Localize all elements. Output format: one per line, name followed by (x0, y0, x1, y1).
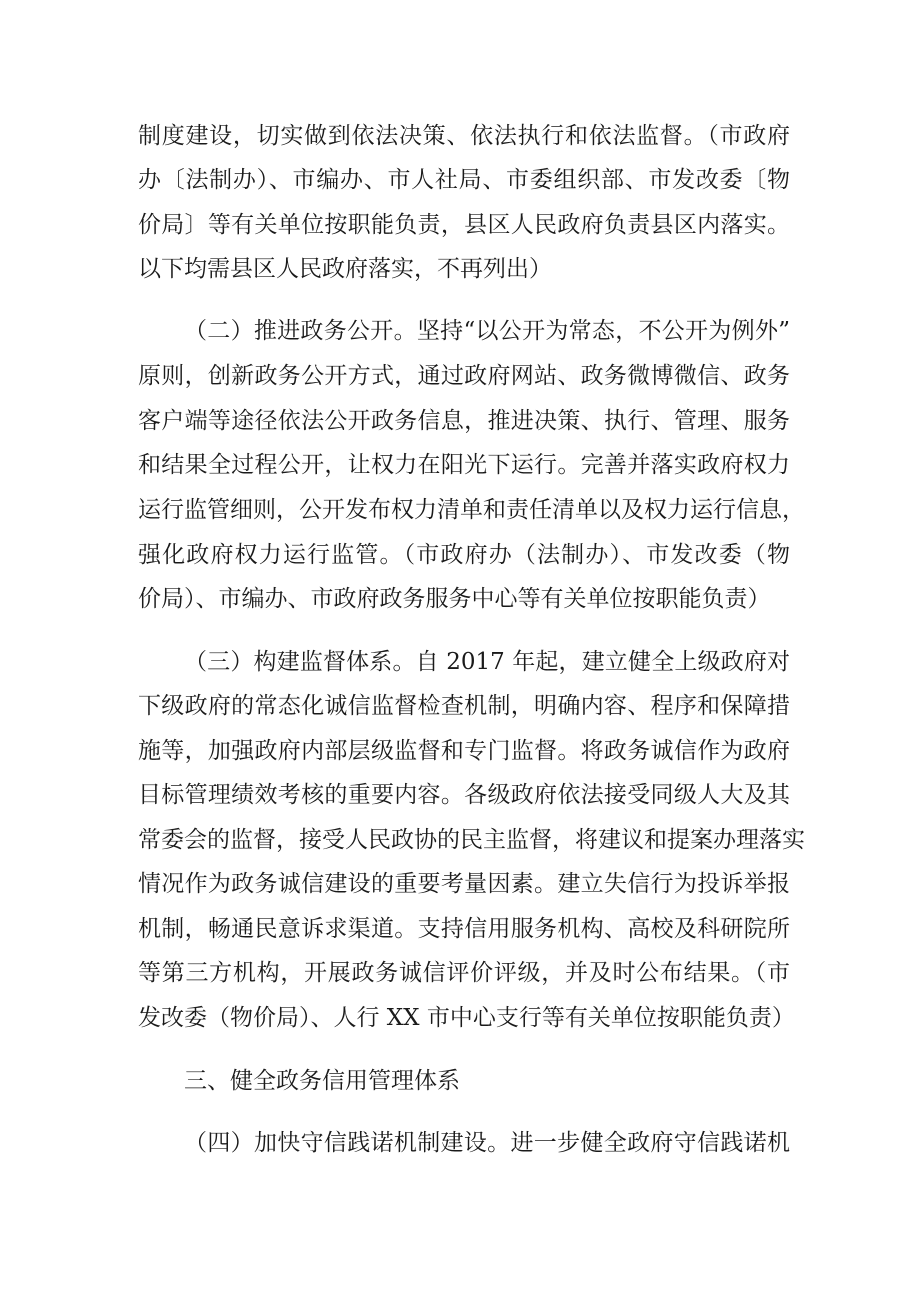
paragraph-line: （三）构建监督体系。自 2017 年起，建立健全上级政府对 (184, 649, 790, 675)
paragraph-line: 办〔法制办）、市编办、市人社局、市委组织部、市发改委〔物 (138, 167, 790, 193)
paragraph-line: 强化政府权力运行监管。（市政府办（法制办）、市发改委（物 (138, 542, 790, 568)
paragraph-line: 常委会的监督，接受人民政协的民主监督，将建议和提案办理落实 (138, 827, 805, 853)
section-heading: 三、健全政务信用管理体系 (184, 1068, 460, 1094)
paragraph-line: 原则，创新政务公开方式，通过政府网站、政务微博微信、政务 (138, 363, 790, 389)
paragraph-line: 施等，加强政府内部层级监督和专门监督。将政务诚信作为政府 (138, 738, 790, 764)
paragraph-line: （四）加快守信践诺机制建设。进一步健全政府守信践诺机 (184, 1130, 790, 1156)
paragraph-line: （二）推进政务公开。坚持“以公开为常态，不公开为例外” (184, 318, 790, 344)
paragraph-line: 情况作为政务诚信建设的重要考量因素。建立失信行为投诉举报 (138, 871, 790, 897)
paragraph-line: 和结果全过程公开，让权力在阳光下运行。完善并落实政府权力 (138, 452, 790, 478)
paragraph-line: 以下均需县区人民政府落实，不再列出） (138, 256, 552, 282)
paragraph-line: 运行监管细则，公开发布权力清单和责任清单以及权力运行信息， (138, 497, 805, 523)
paragraph-line: 价局）、市编办、市政府政务服务中心等有关单位按职能负责） (138, 586, 771, 612)
paragraph-line: 目标管理绩效考核的重要内容。各级政府依法接受同级人大及其 (138, 782, 790, 808)
paragraph-line: 机制，畅通民意诉求渠道。支持信用服务机构、高校及科研院所 (138, 916, 790, 942)
paragraph-line: 等第三方机构，开展政务诚信评价评级，并及时公布结果。（市 (138, 960, 790, 986)
paragraph-line: 下级政府的常态化诚信监督检查机制，明确内容、程序和保障措 (138, 693, 790, 719)
paragraph-line: 价局〕等有关单位按职能负责，县区人民政府负责县区内落实。 (138, 212, 790, 238)
paragraph-line: 制度建设，切实做到依法决策、依法执行和依法监督。（市政府 (138, 123, 790, 149)
paragraph-line: 发改委（物价局）、人行 XX 市中心支行等有关单位按职能负责） (138, 1005, 795, 1031)
paragraph-line: 客户端等途径依法公开政务信息，推进决策、执行、管理、服务 (138, 408, 790, 434)
